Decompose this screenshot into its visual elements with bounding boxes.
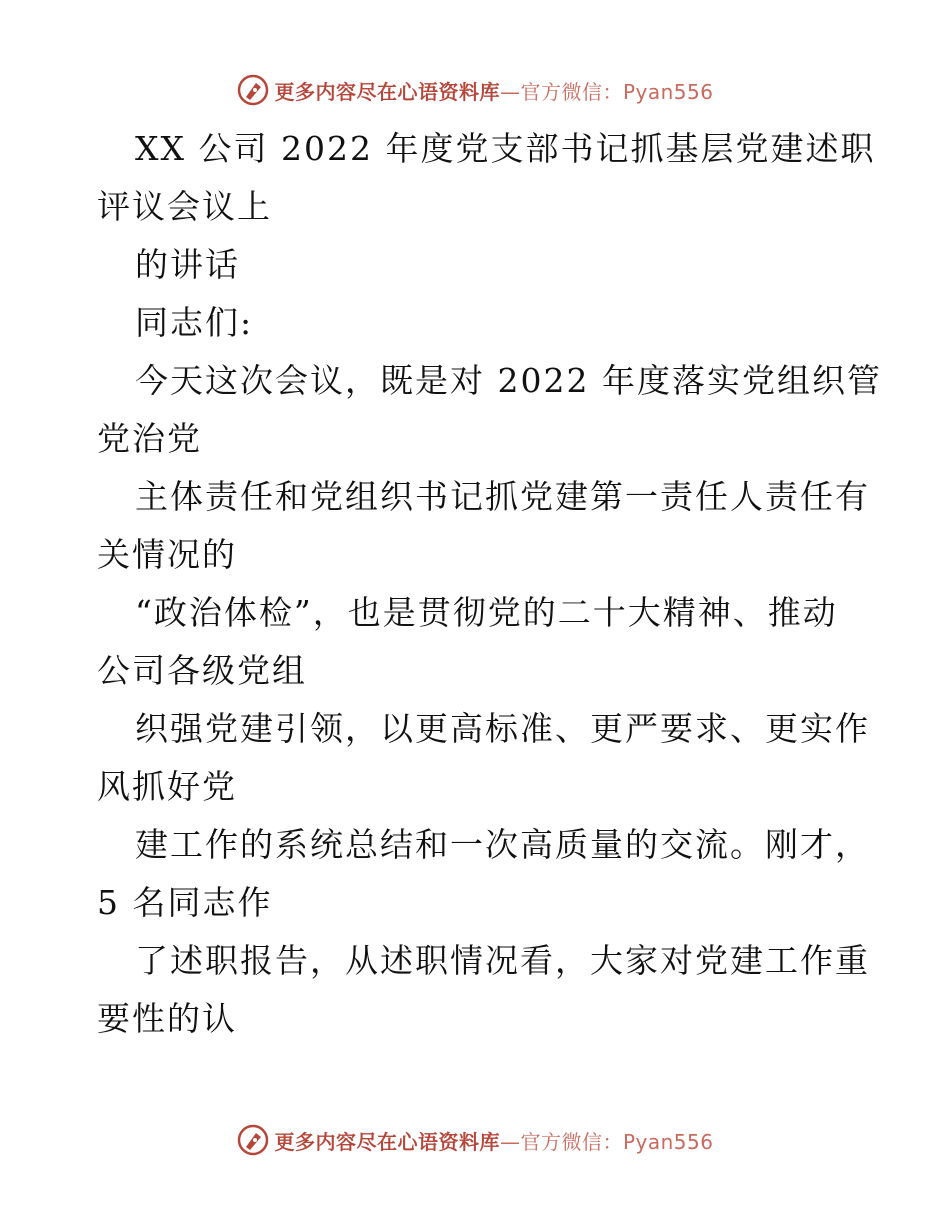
document-line: 的讲话 [135,245,240,284]
watermark-contact-text: —官方微信：Pyan556 [499,1129,714,1154]
document-line: “政治体检”，也是贯彻党的二十大精神、推动 [135,593,838,632]
footer-watermark-banner [0,1120,950,1160]
pen-nib-logo-icon [236,1123,270,1157]
document-line: 主体责任和党组织书记抓党建第一责任人责任有 [135,477,870,516]
watermark-lead-text: 更多内容尽在心语资料库 [274,1129,500,1154]
watermark-text [274,1126,713,1155]
pen-nib-logo-icon [236,73,270,107]
document-line: 5 名同志作 [97,883,273,922]
document-line: 同志们: [135,303,254,342]
watermark-text [274,76,713,105]
document-line: 风抓好党 [97,767,237,806]
document-body [97,120,882,1048]
watermark-contact-text: —官方微信：Pyan556 [499,79,714,104]
document-line: 党治党 [97,419,202,458]
document-line: 建工作的系统总结和一次高质量的交流。刚才， [135,825,870,864]
document-line: 公司各级党组 [97,651,307,690]
watermark-lead-text: 更多内容尽在心语资料库 [274,79,500,104]
document-line: 织强党建引领，以更高标准、更严要求、更实作 [135,709,870,748]
document-line: 关情况的 [97,535,237,574]
header-watermark-banner [0,70,950,110]
document-line: 要性的认 [97,999,237,1038]
document-line: XX 公司 2022 年度党支部书记抓基层党建述职 [135,129,876,168]
document-line: 评议会议上 [97,187,272,226]
document-line: 今天这次会议，既是对 2022 年度落实党组织管 [135,361,882,400]
document-line: 了述职报告，从述职情况看，大家对党建工作重 [135,941,870,980]
